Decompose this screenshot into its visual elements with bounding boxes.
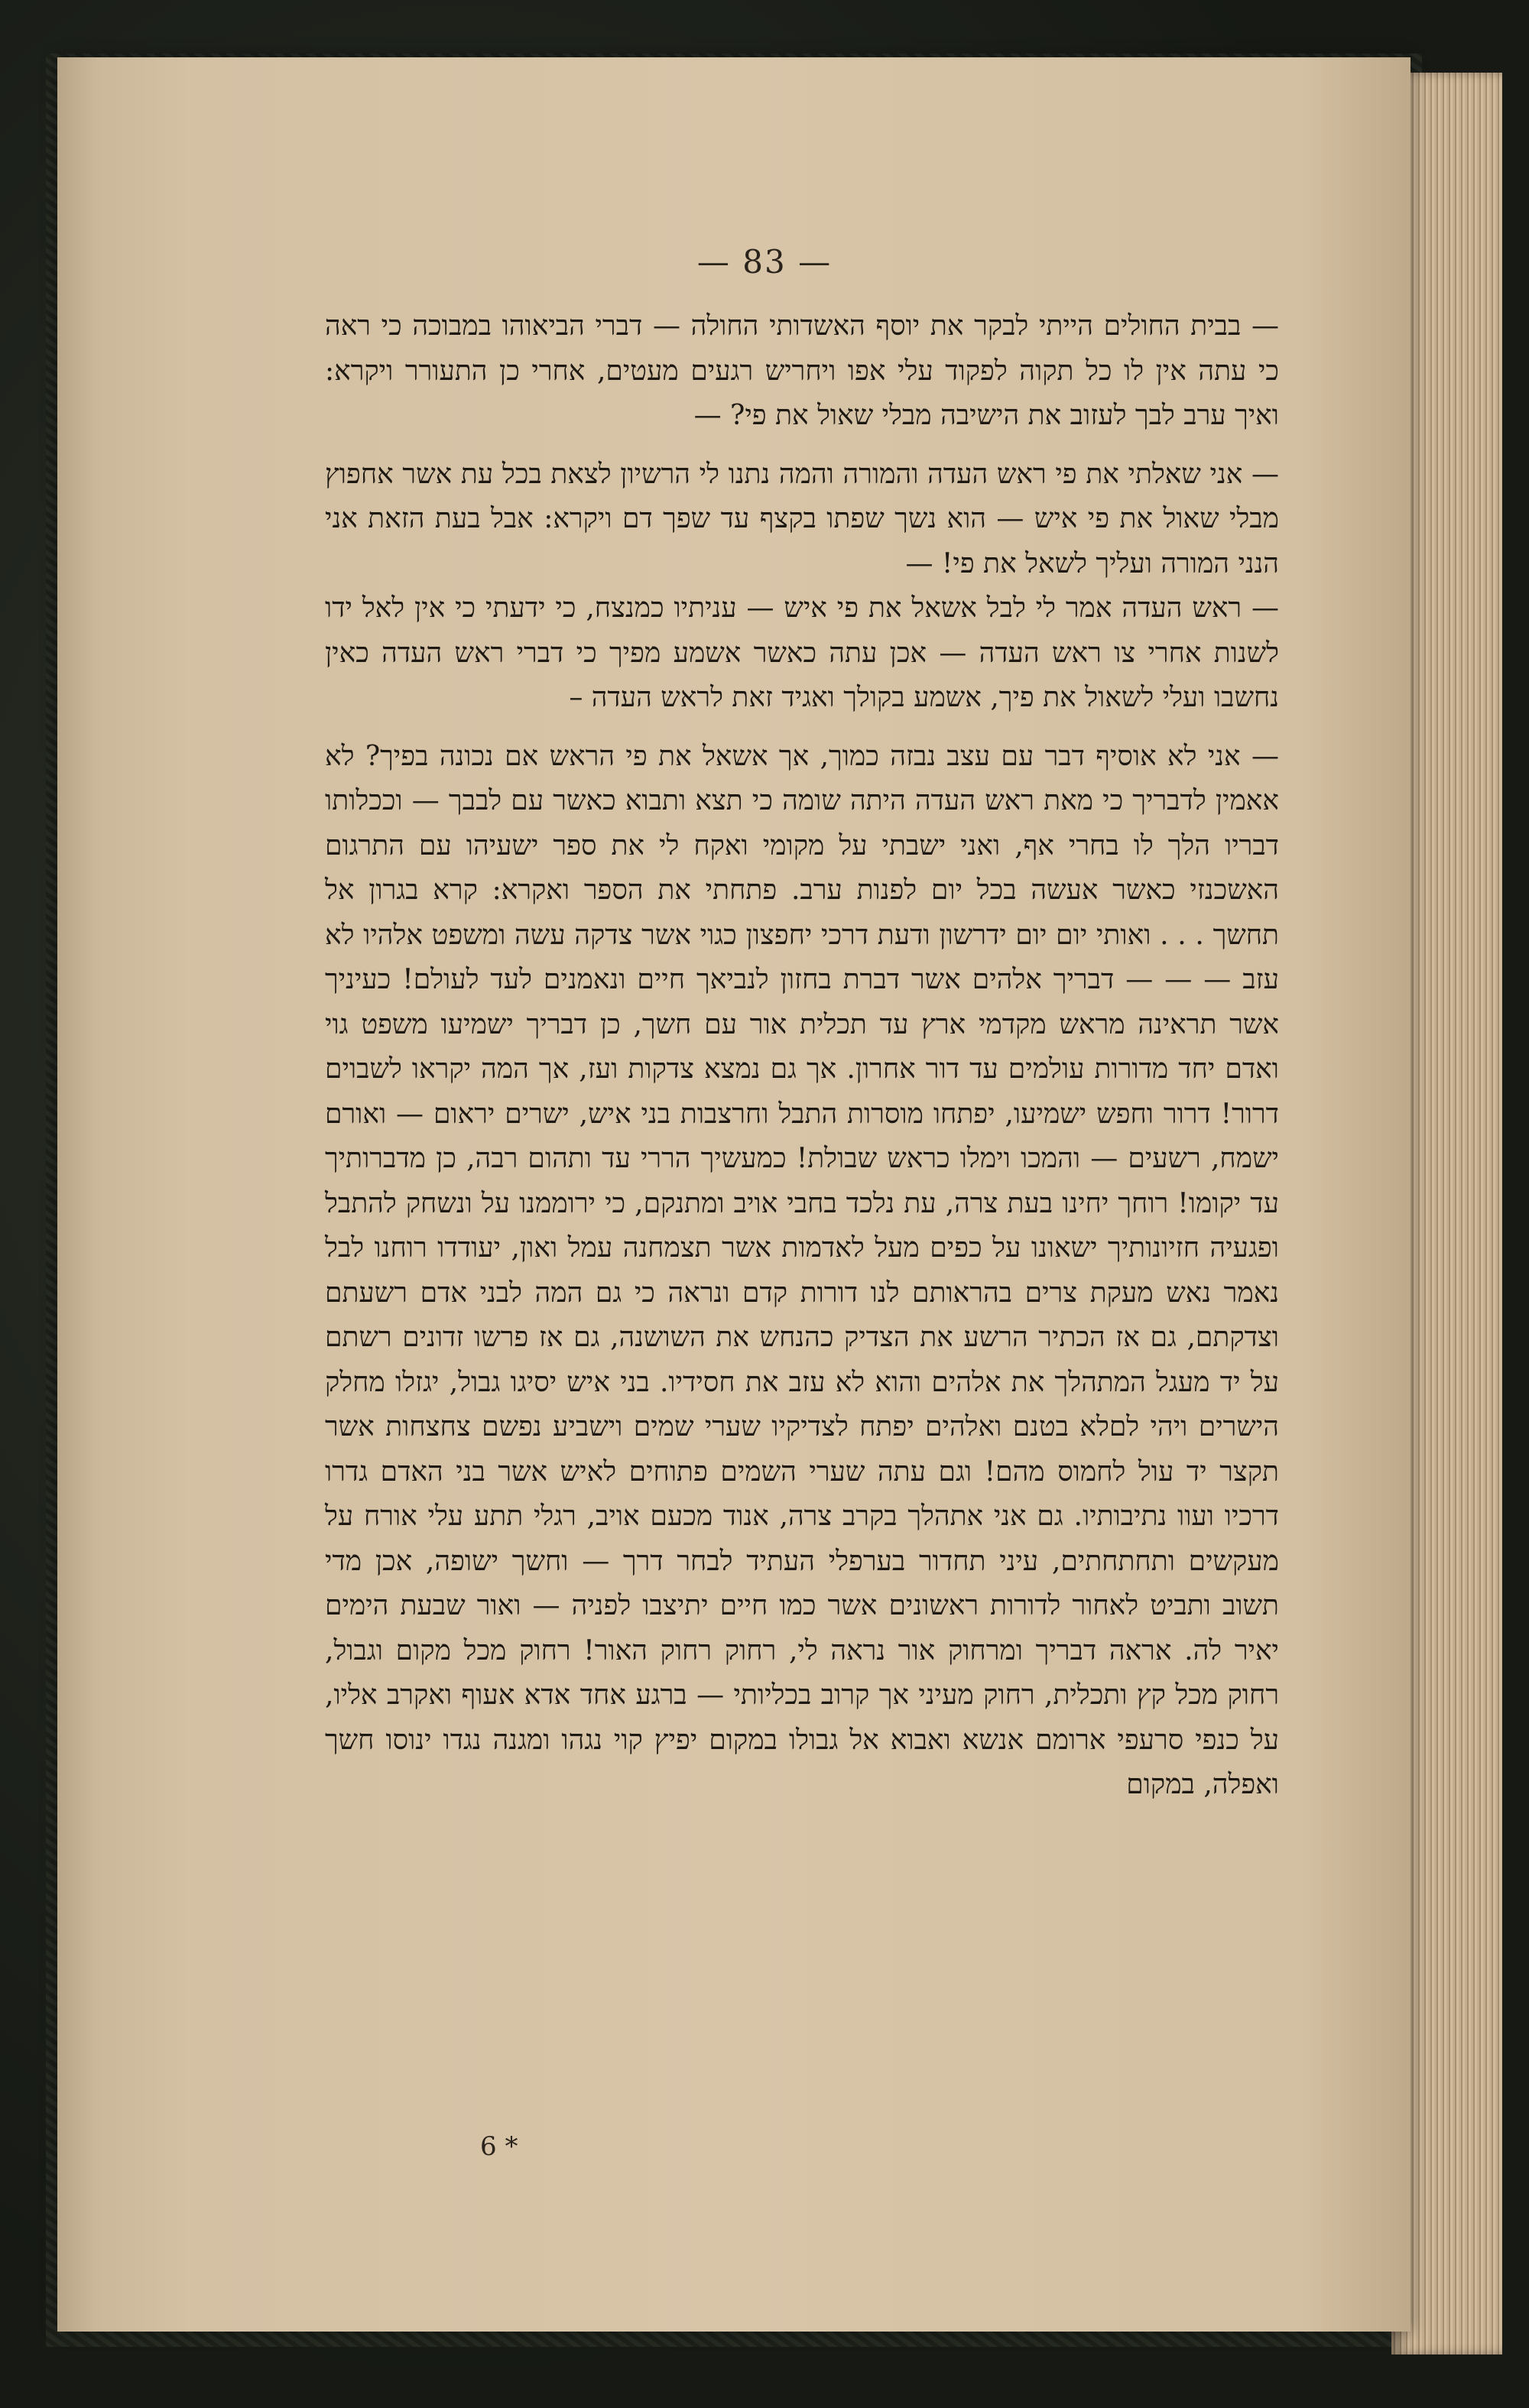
signature-mark: 6 * bbox=[480, 2131, 518, 2162]
page-number: — 83 — bbox=[696, 243, 833, 281]
paragraph-4: — אני לא אוסיף דבר עם עצב נבזה כמוך, אך אשאל את פי הראש אם נכונה בפיך? לא אאמין לדבריך כי מאת ראש העדה היתה שומה כי תצא ותבוא כאשר עם לבבך — וככלותו דבריו הלך לו בחרי אף, ואני ישבתי על מקומי ואקח לי את ספר ישעיהו עם התרגום האשכנזי כאשר אעשה בכל יום לפנות ערב. פתחתי את הספר ואקרא: קרא בגרון אל תחשך . . . ואותי יום יום ידרשון ודעת דרכי יחפצון כגוי אשר צדקה עשה ומשפט אלהיו לא עזב — — — דבריך אלהים אשר דברת בחזון לנביאך חיים ונאמנים לעד לעולם! כעיניך אשר תראינה מראש מקדמי ארץ עד תכלית אור עם חשך, כן דבריך ישמיעו משפט גוי ואדם יחד מדורות עולמים עד דור אחרון. אך גם נמצא צדקות ועז, אך המה יקראו לשבוים דרור! דרור וחפש ישמיעו, יפתחו מוסרות התבל וחרצבות בני איש, ישרים יראום — ואורם ישמח, רשעים — והמכו וימלו כראש שבולת! כמעשיך הררי עד ותהום רבה, כן מדברותיך עד יקומו! רוחך יחינו בעת צרה, עת נלכד בחבי אויב ומתנקם, כי ירוממנו על ונשחק להתבל ופגעיה חזיונותיך ישאונו על כפים מעל לאדמות אשר תצמחנה עמל ואון, יעודדו רוחנו לבל נאמר נאש מעקת צרים בהראותם לנו דורות קדם ונראה כי גם המה לבני אדם רשעתם וצדקתם, גם אז הכתיר הרשע את הצדיק כהנחש את השושנה, גם אז פרשו זדונים רשתם על יד מעגל המתהלך את אלהים והוא לא עזב את חסידיו. בני איש יסיגו גבול, יגזלו מחלק הישרים ויהי לםלא בטנם ואלהים יפתח לצדיקיו שערי שמים וישביע נפשם צחצחות אשר תקצר יד עול לחמוס מהם! וגם עתה שערי השמים פתוחים לאיש אשר בני האדם גדרו דרכיו ועוו נתיבותיו. גם אני אתהלך בקרב צרה, אנוד מכעם אויב, רגלי תתע עלי אורח על מעקשים ותחתחתים, עיני תחדור בערפלי העתיד לבחר דרך — וחשך ישופה, אכן מדי תשוב ותביט לאחור לדורות ראשונים אשר כמו חיים יתיצבו לפניה — ואור שבעת הימים יאיר לה. אראה דבריך ומרחוק אור נראה לי, רחוק רחוק האור! רחוק מכל מקום וגבול, רחוק מכל קץ ותכלית, רחוק מעיני אך קרוב בכליותי — ברגע אחד אדא אעוף ואקרב אליו, על כנפי סרעפי ארומם אנשא ואבוא אל גבולו במקום יפיץ קוי נגהו ומגנה נגדו ינוסו חשך ואפלה, במקום bbox=[325, 740, 1279, 1800]
body-text bbox=[325, 304, 1279, 1808]
paragraph-3: — ראש העדה אמר לי לבל אשאל את פי איש — עניתיו כמנצח, כי ידעתי כי אין לאל ידו לשנות אחרי צו ראש העדה — אכן עתה כאשר אשמע מפיך כי דברי ראש העדה כאין נחשבו ועלי לשאול את פיך, אשמע בקולך ואגיד זאת לראש העדה – bbox=[325, 592, 1279, 713]
paragraph-2: — אני שאלתי את פי ראש העדה והמורה והמה נתנו לי הרשיון לצאת בכל עת אשר אחפוץ מבלי שאול את פי איש — הוא נשך שפתו בקצף עד שפך דם ויקרא: אבל בעת הזאת אני הנני המורה ועליך לשאל את פי! — bbox=[325, 458, 1279, 579]
paragraph-1: — בבית החולים הייתי לבקר את יוסף האשדותי החולה — דברי הביאוהו במבוכה כי ראה כי עתה אין לו כל תקוה לפקוד עלי אפו ויחריש רגעים מעטים, אחרי כן התעורר ויקרא: ואיך ערב לבך לעזוב את הישיבה מבלי שאול את פי? — bbox=[325, 310, 1279, 431]
